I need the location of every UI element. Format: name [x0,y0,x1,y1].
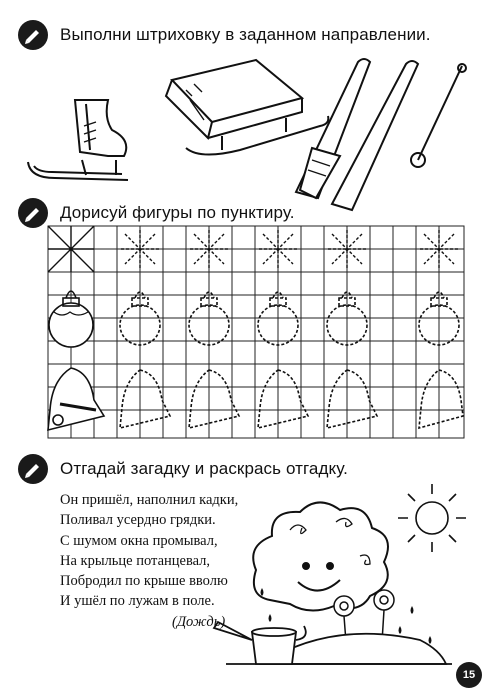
poem-line: Побродил по крыше вволю [60,573,228,590]
ornament-row [49,291,459,347]
poem-line: С шумом окна промывал, [60,532,218,549]
task-3 [18,454,348,484]
poem-line: Он пришёл, наполнил кадки, [60,492,239,508]
pencil-icon [18,454,48,484]
sled-drawing [166,60,328,155]
skis-drawing [296,59,466,210]
ice-skate-drawing [28,100,128,180]
pencil-icon [18,198,48,228]
poem-line: На крыльце потанцевал, [60,552,211,569]
poem-line: И ушёл по лужам в поле. [60,593,215,610]
riddle-answer: (Дождь) [172,613,226,630]
task-title: Дорисуй фигуры по пунктиру. [60,203,295,222]
pencil-icon [18,20,48,50]
sun-drawing [398,484,466,552]
task-2 [18,198,295,228]
dotted-grid [48,226,464,438]
page-number: 15 [456,662,482,688]
task-1 [18,20,431,50]
task-title: Выполни штриховку в заданном направлении. [60,25,431,44]
riddle-poem [60,490,238,632]
cloud-drawing [253,502,388,610]
task-title: Отгадай загадку и раскрась отгадку. [60,459,348,478]
poem-line: Поливал усердно грядки. [60,512,216,529]
